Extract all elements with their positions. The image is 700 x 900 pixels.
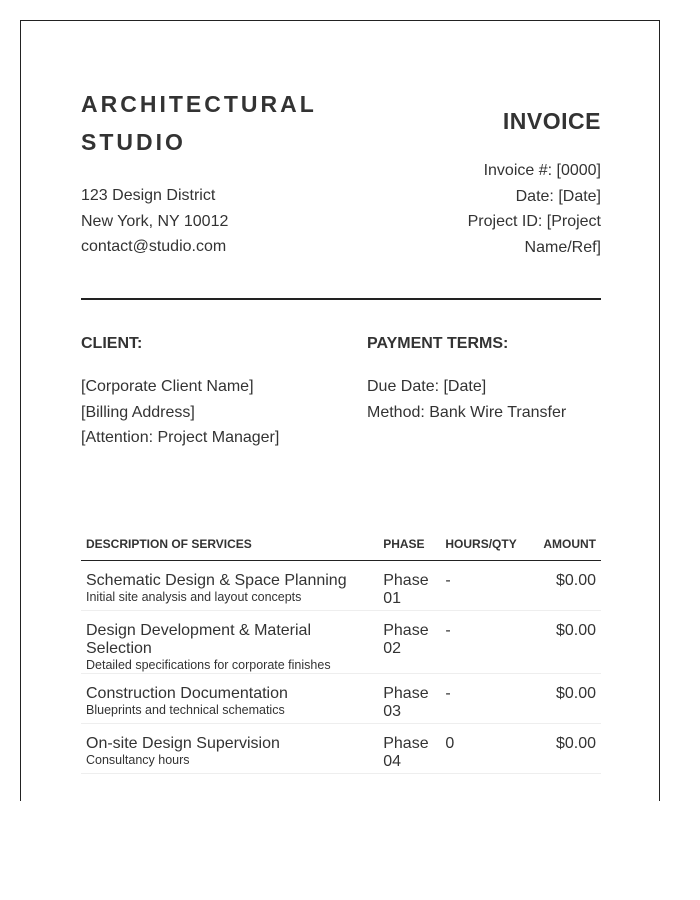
table-row [81, 561, 601, 611]
service-description [81, 561, 378, 611]
phase-label: Phase [383, 572, 429, 589]
parties-section [81, 334, 601, 484]
invoice-date: Date: [Date] [515, 187, 601, 205]
invoice-header [81, 85, 601, 300]
phase-label: Phase [383, 735, 429, 752]
client-billing-address: [Billing Address] [81, 403, 195, 421]
payment-method: Method: Bank Wire Transfer [367, 403, 567, 421]
project-id-line-2: Name/Ref] [524, 238, 601, 256]
header-description: DESCRIPTION OF SERVICES [81, 531, 378, 561]
service-qty: - [440, 561, 521, 611]
payment-terms-block [367, 334, 566, 425]
service-subtitle: Blueprints and technical schematics [86, 703, 285, 717]
header-phase: PHASE [378, 531, 440, 561]
service-subtitle: Detailed specifications for corporate finishes [86, 658, 331, 672]
studio-name [81, 85, 361, 161]
services-table [81, 531, 601, 774]
service-phase [378, 674, 440, 724]
service-amount: $0.00 [522, 561, 601, 611]
table-row [81, 674, 601, 724]
studio-street: 123 Design District [81, 187, 216, 204]
table-header-row [81, 531, 601, 561]
invoice-content [81, 85, 601, 770]
table-row [81, 724, 601, 774]
due-date: Due Date: [Date] [367, 378, 487, 395]
phase-number: 04 [383, 753, 402, 770]
studio-name-line-1: ARCHITECTURAL [81, 91, 317, 117]
invoice-info [401, 105, 601, 260]
service-amount: $0.00 [522, 674, 601, 724]
service-qty: 0 [440, 724, 521, 774]
phase-number: 01 [383, 590, 402, 607]
phase-number: 02 [383, 640, 402, 657]
service-qty: - [440, 611, 521, 674]
client-details [81, 374, 279, 451]
service-subtitle: Initial site analysis and layout concepts [86, 590, 302, 604]
client-attention: [Attention: Project Manager] [81, 429, 280, 446]
invoice-number: Invoice #: [0000] [483, 162, 601, 179]
service-amount: $0.00 [522, 611, 601, 674]
service-phase [378, 611, 440, 674]
header-divider [81, 298, 601, 300]
payment-terms-details [367, 374, 566, 425]
invoice-sheet [20, 20, 660, 801]
phase-label: Phase [383, 622, 429, 639]
service-title: On-site Design Supervision [86, 735, 280, 752]
service-phase [378, 561, 440, 611]
payment-terms-heading: PAYMENT TERMS: [367, 335, 509, 352]
client-block [81, 334, 279, 451]
studio-city: New York, NY 10012 [81, 212, 229, 230]
service-qty: - [440, 674, 521, 724]
phase-number: 03 [383, 703, 402, 720]
invoice-meta [401, 158, 601, 260]
service-title: Design Development & Material Selection [86, 622, 311, 657]
service-amount: $0.00 [522, 724, 601, 774]
header-amount: AMOUNT [522, 531, 601, 561]
service-title: Construction Documentation [86, 685, 288, 702]
client-name: [Corporate Client Name] [81, 378, 254, 395]
service-description [81, 674, 378, 724]
service-description [81, 724, 378, 774]
studio-name-line-2: STUDIO [81, 129, 186, 155]
header-hours-qty: HOURS/QTY [440, 531, 521, 561]
client-heading: CLIENT: [81, 335, 143, 352]
phase-label: Phase [383, 685, 429, 702]
service-description [81, 611, 378, 674]
studio-email: contact@studio.com [81, 238, 227, 255]
service-subtitle: Consultancy hours [86, 753, 190, 767]
table-row [81, 611, 601, 674]
project-id-line-1: Project ID: [Project [467, 213, 601, 230]
service-title: Schematic Design & Space Planning [86, 572, 347, 589]
invoice-title: INVOICE [502, 108, 601, 134]
service-phase [378, 724, 440, 774]
